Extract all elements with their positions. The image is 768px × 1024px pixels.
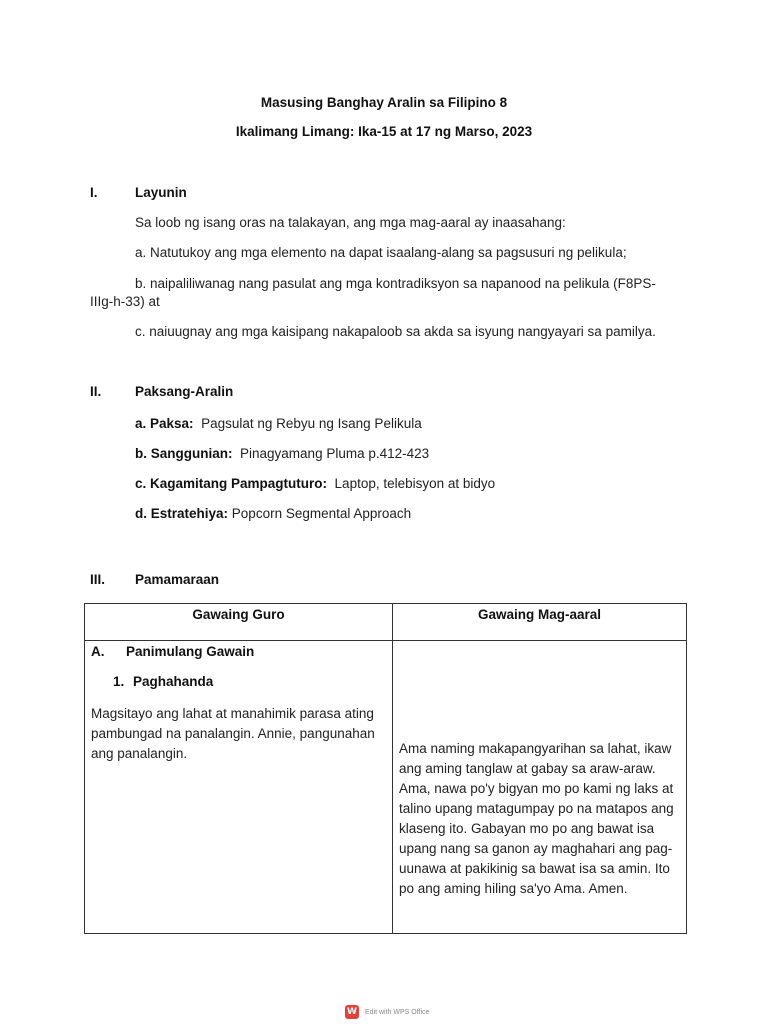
estratehiya-label: d. Estratehiya: <box>135 506 229 521</box>
section-3-heading: Pamamaraan <box>135 572 220 587</box>
step-title: Paghahanda <box>133 674 214 689</box>
sanggunian-line <box>135 445 429 463</box>
paksa-line <box>135 415 422 433</box>
student-text: Ama naming makapangyarihan sa lahat, ikaw ang aming tanglaw at gabay sa araw-araw. Ama, nawa po'y bigyan mo po kami ng laks at talino upang matagumpay po na matapos ang klaseng ito. Gabayan mo po ang bawat isa upang nang sa ganon ay maghahari ang pag-uunawa at pakikinig sa bawat isa sa amin. Ito po ang aming hiling sa'yo Ama. Amen. <box>399 741 674 896</box>
estratehiya-value: Popcorn Segmental Approach <box>231 506 412 521</box>
section-1-heading: Layunin <box>135 185 187 200</box>
column-header-guro: Gawaing Guro <box>85 604 393 641</box>
objective-a: a. Natutukoy ang mga elemento na dapat isaalang-alang sa pagsusuri ng pelikula; <box>135 245 627 260</box>
teacher-cell <box>85 641 393 934</box>
student-cell <box>393 641 687 934</box>
document-title: Masusing Banghay Aralin sa Filipino 8 <box>260 95 508 110</box>
wps-footer[interactable] <box>345 1004 429 1020</box>
table-header-row <box>85 604 687 641</box>
kagamitan-line <box>135 475 495 493</box>
part-letter: A. <box>91 644 105 659</box>
footer-text: Edit with WPS Office <box>365 1008 430 1016</box>
teacher-text: Magsitayo ang lahat at manahimik parasa ating pambungad na panalangin. Annie, pangunahan ang panalangin. <box>91 706 375 761</box>
table-row <box>85 641 687 934</box>
lesson-plan-table <box>84 603 687 934</box>
objective-c: c. naiuugnay ang mga kaisipang nakapaloob sa akda sa isyung nangyayari sa pamilya. <box>135 324 656 339</box>
step-number: 1. <box>113 674 125 689</box>
kagamitan-value: Laptop, telebisyon at bidyo <box>334 476 496 491</box>
paksa-value: Pagsulat ng Rebyu ng Isang Pelikula <box>201 416 422 431</box>
sanggunian-value: Pinagyamang Pluma p.412-423 <box>240 446 430 461</box>
column-header-mag-aaral: Gawaing Mag-aaral <box>393 604 687 641</box>
part-heading <box>91 644 254 659</box>
wps-logo-icon: W <box>345 1005 359 1019</box>
part-title: Panimulang Gawain <box>126 644 255 659</box>
sanggunian-label: b. Sanggunian: <box>135 446 233 461</box>
step-heading <box>113 674 213 689</box>
estratehiya-line <box>135 505 411 523</box>
section-3-numeral: III. <box>90 572 106 587</box>
paksa-label: a. Paksa: <box>135 416 194 431</box>
objectives-intro: Sa loob ng isang oras na talakayan, ang mga mag-aaral ay inaasahang: <box>135 215 566 230</box>
kagamitan-label: c. Kagamitang Pampagtuturo: <box>135 476 328 491</box>
section-1-numeral: I. <box>90 185 98 200</box>
document-subtitle: Ikalimang Limang: Ika-15 at 17 ng Marso, 2023 <box>235 124 533 139</box>
section-2-heading: Paksang-Aralin <box>135 384 234 399</box>
objective-b: b. naipaliliwanag nang pasulat ang mga kontradiksyon sa napanood na pelikula (F8PS-IIIg-h-33) at <box>90 276 656 309</box>
section-2-numeral: II. <box>90 384 102 399</box>
